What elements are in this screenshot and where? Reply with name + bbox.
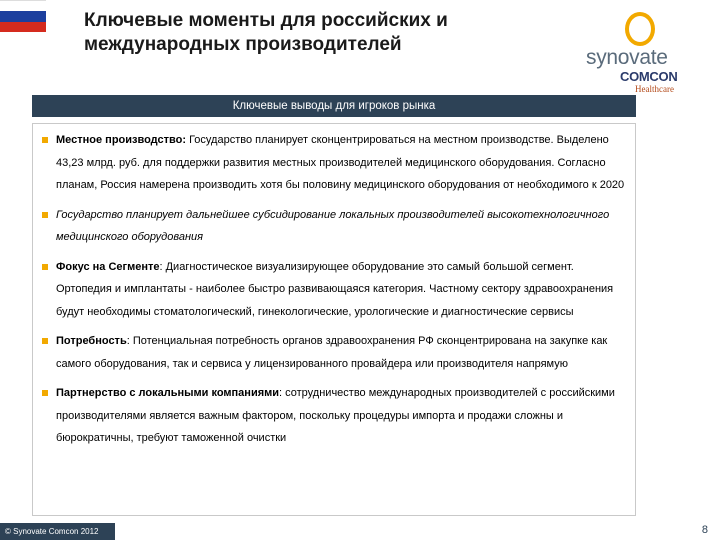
content-box <box>32 123 636 516</box>
bullet-text: : сотрудничество международных производителей с российскими производителями является важным фактором, поскольку процедуры импорта и продажи сложны и бюрократичны, требуют таможенной очистки <box>56 387 615 444</box>
bullet-text: Государство планирует дальнейшее субсидирование локальных производителей высокотехнологичного медицинского оборудования <box>56 208 610 243</box>
synovate-comcon-logo <box>578 12 708 96</box>
bullet-text: : Потенциальная потребность органов здравоохранения РФ сконцентрирована на закупке как самого оборудования, так и сервиса у лицензированного провайдера или производителя напрямую <box>56 335 608 370</box>
bullet-square-icon <box>42 212 48 218</box>
bullet-segment-focus <box>39 256 629 324</box>
bullet-label: Партнерство с локальными компаниями <box>56 387 280 399</box>
bullet-square-icon <box>42 137 48 143</box>
title-line-1: Ключевые моменты для российских и <box>84 10 448 31</box>
bullet-label: Потребность <box>56 335 127 347</box>
bullet-text: : Диагностическое визуализирующее оборудование это самый большой сегмент. Ортопедия и имплантаты - наиболее быстро развивающаяся категория. Частному сектору здравоохранения будут необходимы стоматологический, гинекологические, урологические и диагностические сервисы <box>56 260 614 318</box>
section-banner: Ключевые выводы для игроков рынка <box>32 95 636 117</box>
bullet-square-icon <box>42 390 48 396</box>
bullet-label: Фокус на Сегменте <box>56 260 160 273</box>
logo-sub: COMCON <box>620 69 678 84</box>
bullet-local-production <box>39 129 629 197</box>
bullet-partnership <box>39 382 629 450</box>
bullet-text: Государство планирует сконцентрироваться на местном производстве. Выделено 43,23 млрд. руб. для поддержки развития местных производителей медицинского оборудования. Согласно планам, Россия намерена производить хотя бы половину медицинского оборудования от необходимого к 2020 <box>56 134 625 191</box>
title-line-2: международных производителей <box>84 34 402 55</box>
logo-brand: synovate <box>586 46 668 69</box>
page-title <box>84 9 544 57</box>
bullet-label: Местное производство: <box>56 134 187 146</box>
bullet-demand <box>39 330 629 375</box>
bullet-square-icon <box>42 264 48 270</box>
bullet-subsidies <box>39 204 629 249</box>
russian-flag-icon <box>0 0 46 31</box>
logo-division: Healthcare <box>635 84 674 94</box>
logo-ring-icon <box>625 12 655 46</box>
footer-copyright: © Synovate Comcon 2012 <box>0 523 115 540</box>
bullet-square-icon <box>42 338 48 344</box>
page-number: 8 <box>701 524 708 536</box>
